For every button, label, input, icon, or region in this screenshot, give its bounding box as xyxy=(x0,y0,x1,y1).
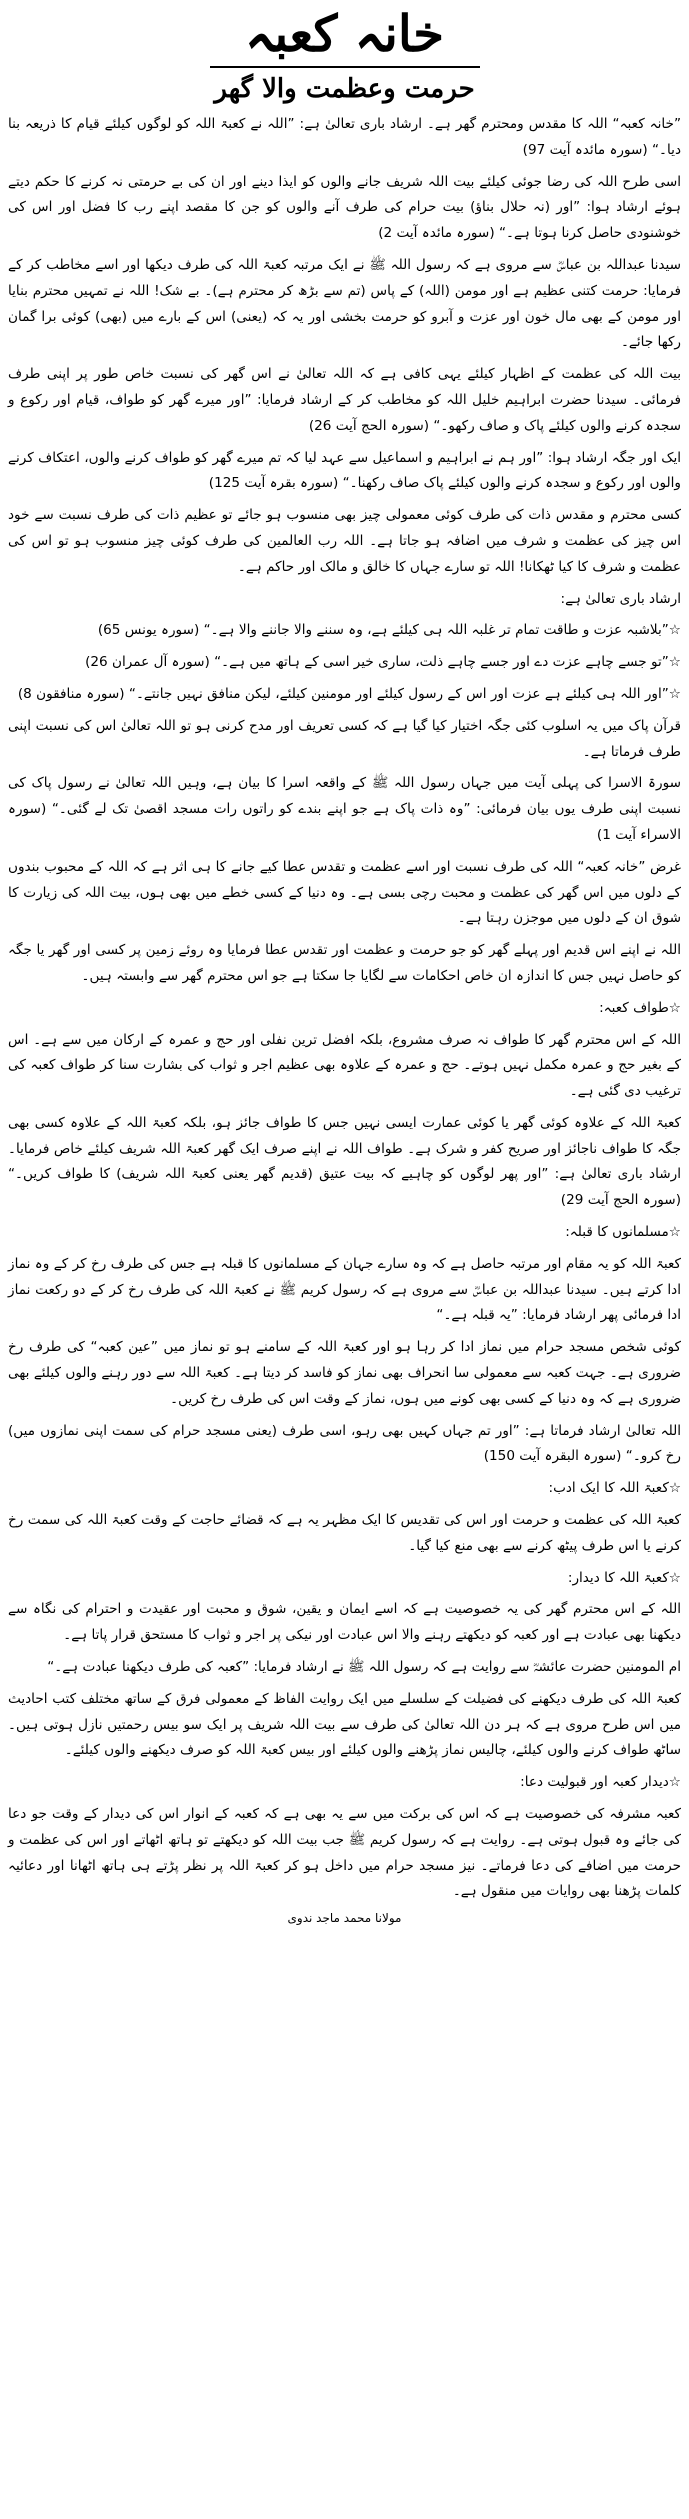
paragraph: کعبۃ اللہ کو یہ مقام اور مرتبہ حاصل ہے کہ وہ سارے جہان کے مسلمانوں کا قبلہ ہے جس کی طرف رخ کر کے وہ نماز ادا کرتے ہیں۔ سیدنا عبداللہ بن عباسؓ سے مروی ہے کہ رسول کریم ﷺ نے کعبۃ اللہ کی طرف رخ کر کے دو رکعت نماز ادا فرمائی پھر ارشاد فرمایا: ”یہ قبلہ ہے۔“ xyxy=(8,1255,681,1324)
quran-quote: ☆”تو جسے چاہے عزت دے اور جسے چاہے ذلت، ساری خیر اسی کے ہاتھ میں ہے۔“ (سورہ آل عمران 26) xyxy=(85,654,681,671)
paragraph: کسی محترم و مقدس ذات کی طرف کوئی معمولی چیز بھی منسوب ہو جائے تو عظیم ذات کی طرف نسبت سے خود اس چیز کی عظمت و شرف میں اضافہ ہو جاتا ہے۔ اللہ رب العالمین کی طرف کوئی چیز منسوب ہو تو اس کی عظمت و شرف کا کیا ٹھکانا! اللہ تو سارے جہاں کا خالق و مالک اور حاکم ہے۔ xyxy=(8,507,681,575)
paragraph: کعبۃ اللہ کی عظمت و حرمت اور اس کی تقدیس کا ایک مظہر یہ ہے کہ قضائے حاجت کے وقت کعبۃ اللہ کی سمت رخ کرنے یا اس طرف پیٹھ کرنے سے بھی منع کیا گیا۔ xyxy=(8,1512,681,1554)
quran-quote: ☆”اور اللہ ہی کیلئے ہے عزت اور اس کے رسول کیلئے اور مومنین کیلئے، لیکن منافق نہیں جانتے۔“ (سورہ منافقون 8) xyxy=(17,685,681,702)
title-underline xyxy=(210,66,480,68)
paragraph: کعبۃ اللہ کے علاوہ کوئی گھر یا کوئی عمارت ایسی نہیں جس کا طواف جائز ہو، بلکہ کعبۃ اللہ کے علاوہ کسی بھی جگہ کا طواف ناجائز اور صریح کفر و شرک ہے۔ طواف اللہ نے اپنے صرف ایک گھر کعبۃ اللہ شریف کیلئے خاص فرمایا۔ ارشاد باری تعالیٰ ہے: ”اور پھر لوگوں کو چاہیے کہ بیت عتیق (قدیم گھر یعنی کعبۃ اللہ شریف) کا طواف کریں۔“ (سورہ الحج آیت 29) xyxy=(8,1114,681,1209)
paragraph: کعبہ مشرفہ کی خصوصیت ہے کہ اس کی برکت میں سے یہ بھی ہے کہ کعبہ کے انوار اس کی دیدار کے وقت جو دعا کی جائے وہ قبول ہوتی ہے۔ روایت ہے کہ رسول کریم ﷺ جب بیت اللہ کو دیکھتے تو ہاتھ اٹھاتے اور اس کی عظمت و حرمت میں اضافے کی دعا فرماتے۔ نیز مسجد حرام میں داخل ہو کر کعبۃ اللہ پر نظر پڑتے ہی ہاتھ اٹھانا اور دعائیہ کلمات پڑھنا بھی روایات میں منقول ہے۔ xyxy=(8,1806,681,1900)
paragraph: قرآن پاک میں یہ اسلوب کئی جگہ اختیار کیا گیا ہے کہ کسی تعریف اور مدح کرنی ہو تو اللہ تعالیٰ اس کی نسبت اپنی طرف فرماتا ہے۔ xyxy=(8,717,681,760)
section-heading-deedar: ☆کعبۃ اللہ کا دیدار: xyxy=(567,1569,681,1586)
paragraph: اسی طرح اللہ کی رضا جوئی کیلئے بیت اللہ شریف جانے والوں کو ایذا دینے اور ان کی بے حرمتی نہ کرنے کا حکم دیتے ہوئے ارشاد ہوا: ”اور (نہ حلال بناؤ) بیت حرام کی طرف آنے والوں کو جن کا مقصد اپنے رب کا فضل اور اس کی خوشنودی حاصل کرنا ہوتا ہے۔“ (سورہ مائدہ آیت 2) xyxy=(8,173,681,242)
paragraph: کوئی شخص مسجد حرام میں نماز ادا کر رہا ہو اور کعبۃ اللہ کے سامنے ہو تو نماز میں ”عین کعبہ“ کی طرف رخ ضروری ہے۔ جہت کعبہ سے معمولی سا انحراف بھی نماز کو فاسد کر دیتا ہے۔ کعبۃ اللہ سے دور رہنے والوں کیلئے بھی ضروری ہے کہ وہ دنیا کے کسی بھی کونے میں ہوں، نماز کے وقت اس کی طرف رخ کریں۔ xyxy=(8,1339,681,1407)
section-heading-dua: ☆دیدار کعبہ اور قبولیت دعا: xyxy=(520,1774,681,1791)
paragraph: ایک اور جگہ ارشاد ہوا: ”اور ہم نے ابراہیم و اسماعیل سے عہد لیا کہ تم میرے گھر کو طواف کرنے والوں، اعتکاف کرنے والوں اور رکوع و سجدہ کرنے والوں کیلئے پاک صاف رکھنا۔“ (سورہ بقرہ آیت 125) xyxy=(8,449,681,492)
paragraph: غرض ”خانہ کعبہ“ اللہ کی طرف نسبت اور اسے عظمت و تقدس عطا کیے جانے کا ہی اثر ہے کہ اللہ کے محبوب بندوں کے دلوں میں اس گھر کی عظمت و محبت رچی بسی ہے۔ وہ دنیا کے کسی خطے میں بھی ہوں، بیت اللہ کی زیارت کا شوق ان کے دلوں میں موجزن رہتا ہے۔ xyxy=(8,858,681,927)
article-header xyxy=(8,0,681,106)
section-heading-tawaf: ☆طواف کعبہ: xyxy=(599,999,681,1016)
article-subtitle: حرمت وعظمت والا گھر xyxy=(214,74,475,104)
quran-quote: ☆”بلاشبہ عزت و طاقت تمام تر غلبہ اللہ ہی کیلئے ہے، وہ سننے والا جاننے والا ہے۔“ (سورہ یونس 65) xyxy=(97,622,681,639)
article-title: خانہ کعبہ xyxy=(244,4,445,63)
paragraph: ”خانہ کعبہ“ اللہ کا مقدس ومحترم گھر ہے۔ ارشاد باری تعالیٰ ہے: ”اللہ نے کعبۃ اللہ کو لوگوں کیلئے قیام کا ذریعہ بنا دیا۔“ (سورہ مائدہ آیت 97) xyxy=(8,116,681,158)
paragraph: بیت اللہ کی عظمت کے اظہار کیلئے یہی کافی ہے کہ اللہ تعالیٰ نے اس گھر کی نسبت خاص طور پر اپنی طرف فرمائی۔ سیدنا حضرت ابراہیم خلیل اللہ کو مخاطب کر کے ارشاد فرمایا: ”اور میرے گھر کو طواف، قیام اور رکوع و سجدہ کرنے والوں کیلئے پاک و صاف رکھو۔“ (سورہ الحج آیت 26) xyxy=(8,366,681,434)
paragraph: سورۃ الاسرا کی پہلی آیت میں جہاں رسول اللہ ﷺ کے واقعہ اسرا کا بیان ہے، وہیں اللہ تعالیٰ نے رسول پاک کی نسبت اپنی طرف یوں بیان فرمائی: ”وہ ذات پاک ہے جو اپنے بندے کو راتوں رات مسجد اقصیٰ تک لے گئی۔“ (سورہ الاسراء آیت 1) xyxy=(8,775,681,843)
section-heading-adab: ☆کعبۃ اللہ کا ایک ادب: xyxy=(548,1480,681,1497)
author-signature: مولانا محمد ماجد ندوی xyxy=(287,1911,402,1926)
paragraph: اللہ کے اس محترم گھر کی یہ خصوصیت ہے کہ اسے ایمان و یقین، شوق و محبت اور عقیدت و احترام کی نگاہ سے دیکھنا بھی عبادت ہے اور کعبہ کو دیکھتے رہنے والا اس عبادت اور نیکی پر اجر و ثواب کا مستحق قرار پاتا ہے۔ xyxy=(8,1601,681,1644)
paragraph: کعبۃ اللہ کی طرف دیکھنے کی فضیلت کے سلسلے میں ایک روایت الفاظ کے معمولی فرق کے ساتھ مختلف کتب احادیث میں اس طرح مروی ہے کہ ہر دن اللہ تعالیٰ کی طرف سے بیت اللہ شریف پر ایک سو بیس رحمتیں نازل ہوتی ہیں۔ ساٹھ طواف کرنے والوں کیلئے، چالیس نماز پڑھنے والوں کیلئے اور بیس کعبۃ اللہ کو صرف دیکھنے والوں کیلئے۔ xyxy=(8,1690,681,1759)
paragraph: اللہ نے اپنے اس قدیم اور پہلے گھر کو جو حرمت و عظمت اور تقدس عطا فرمایا وہ روئے زمین پر کسی اور گھر یا جگہ کو حاصل نہیں جس کا اندازہ ان خاص احکامات سے لگایا جا سکتا ہے جو اس محترم گھر سے وابستہ ہیں۔ xyxy=(8,942,681,984)
paragraph: ارشاد باری تعالیٰ ہے: xyxy=(560,590,681,607)
article-body xyxy=(8,112,681,1905)
paragraph: ام المومنین حضرت عائشہؓ سے روایت ہے کہ رسول اللہ ﷺ نے ارشاد فرمایا: ”کعبہ کی طرف دیکھنا عبادت ہے۔“ xyxy=(47,1659,681,1676)
paragraph: اللہ کے اس محترم گھر کا طواف نہ صرف مشروع، بلکہ افضل ترین نفلی اور حج و عمرہ کے ارکان میں سے ہے۔ اس کے بغیر حج و عمرہ مکمل نہیں ہوتے۔ حج و عمرہ کے علاوہ بھی عظیم اجر و ثواب کی بشارت سنا کر طواف کعبہ کی ترغیب دی گئی ہے۔ xyxy=(8,1031,681,1100)
section-heading-qibla: ☆مسلمانوں کا قبلہ: xyxy=(565,1224,681,1241)
paragraph: سیدنا عبداللہ بن عباسؓ سے مروی ہے کہ رسول اللہ ﷺ نے ایک مرتبہ کعبۃ اللہ کی طرف دیکھا اور اسے مخاطب کر کے فرمایا: حرمت کتنی عظیم ہے اور مومن (اللہ) کے پاس (تم سے بڑھ کر محترم ہے)۔ بے شک! اللہ نے تمہیں محترم بنایا اور مومن کے بھی مال خون اور عزت و آبرو کو حرمت بخشی اور یہ کہ (یعنی) اس کے بارے میں (بھی) کوئی برا گمان رکھا جائے۔ xyxy=(8,256,681,351)
paragraph: اللہ تعالیٰ ارشاد فرماتا ہے: ”اور تم جہاں کہیں بھی رہو، اسی طرف (یعنی مسجد حرام کی سمت اپنی نمازوں میں) رخ کرو۔“ (سورہ البقرہ آیت 150) xyxy=(8,1422,681,1465)
